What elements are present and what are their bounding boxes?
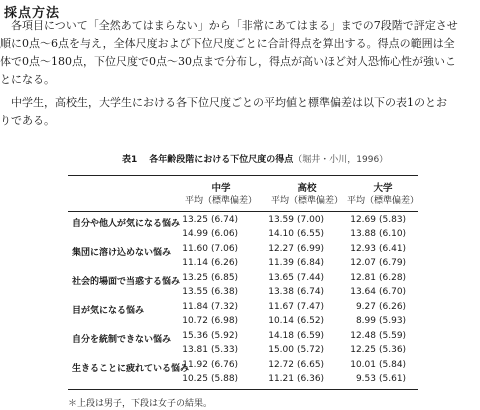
column-sub-label: 平均（標準偏差）: [270, 196, 343, 206]
table-cell-male: [178, 273, 247, 283]
table-cell-female: [264, 374, 333, 384]
sd-value: (6.70): [379, 287, 407, 297]
mean-value: 13.25: [182, 273, 208, 283]
sd-value: (6.84): [297, 258, 325, 268]
table-cell-female: [264, 258, 333, 268]
sd-value: (6.76): [211, 360, 239, 370]
mean-value: 9.27: [355, 302, 376, 312]
sd-value: (6.99): [297, 244, 325, 254]
sd-value: (6.06): [211, 229, 239, 239]
sd-value: (5.36): [379, 345, 407, 355]
mean-value: 9.53: [355, 374, 376, 384]
mean-value: 14.18: [268, 331, 294, 341]
sd-value: (7.32): [211, 302, 239, 312]
table-cell-female: [178, 258, 247, 268]
table-cell-female: [178, 374, 247, 384]
mean-value: 11.84: [182, 302, 208, 312]
mean-value: 11.67: [268, 302, 294, 312]
sd-value: (6.74): [297, 287, 325, 297]
table-cell-male: [346, 273, 415, 283]
table-cell-female: [178, 287, 247, 297]
sd-value: (6.38): [211, 287, 239, 297]
table-cell-male: [178, 360, 247, 370]
mean-value: 13.88: [350, 229, 376, 239]
mean-value: 14.99: [182, 229, 208, 239]
sd-value: (6.85): [211, 273, 239, 283]
mean-value: 13.64: [350, 287, 376, 297]
column-header-university: [338, 183, 428, 207]
sd-value: (7.47): [297, 302, 325, 312]
mean-value: 8.99: [355, 316, 376, 326]
mean-value: 13.38: [268, 287, 294, 297]
sd-value: (5.59): [379, 331, 407, 341]
mean-value: 11.21: [268, 374, 294, 384]
column-sub-label: 平均（標準偏差）: [184, 196, 257, 206]
sd-value: (5.84): [379, 360, 407, 370]
sd-value: (6.36): [297, 374, 325, 384]
table-cell-male: [346, 360, 415, 370]
column-group-label: 高校: [297, 183, 317, 194]
table-cell-male: [264, 331, 333, 341]
sd-value: (5.61): [379, 374, 407, 384]
mean-value: 12.25: [350, 345, 376, 355]
sd-value: (6.55): [297, 229, 325, 239]
mean-value: 15.36: [182, 331, 208, 341]
column-sub-label: 平均（標準偏差）: [346, 196, 419, 206]
sd-value: (7.06): [211, 244, 239, 254]
paragraph-line: とになる。: [0, 73, 55, 86]
mean-value: 13.25: [182, 215, 208, 225]
mean-value: 13.65: [268, 273, 294, 283]
mean-value: 12.69: [350, 215, 376, 225]
sd-value: (6.10): [379, 229, 407, 239]
mean-value: 11.60: [182, 244, 208, 254]
table-cell-female: [264, 287, 333, 297]
mean-value: 12.72: [268, 360, 294, 370]
table-cell-female: [264, 316, 333, 326]
table-cell-female: [346, 345, 415, 355]
mean-value: 13.81: [182, 345, 208, 355]
column-group-label: 大学: [373, 183, 393, 194]
table-cell-male: [346, 331, 415, 341]
sd-value: (6.59): [297, 331, 325, 341]
mean-value: 13.55: [182, 287, 208, 297]
sd-value: (6.74): [211, 215, 239, 225]
mean-value: 10.72: [182, 316, 208, 326]
paragraph-line: 中学生，高校生，大学生における各下位尺度ごとの平均値と標準偏差は以下の表1のとお: [0, 96, 447, 109]
sd-value: (6.79): [379, 258, 407, 268]
table-cell-male: [346, 244, 415, 254]
table-source: （堀井・小川，1996）: [293, 155, 389, 165]
mean-value: 14.10: [268, 229, 294, 239]
table-title: 各年齢段階における下位尺度の得点: [149, 155, 294, 165]
row-label: 集団に溶け込めない悩み: [72, 248, 172, 258]
table-cell-male: [264, 273, 333, 283]
mean-value: 15.00: [268, 345, 294, 355]
mean-value: 12.81: [350, 273, 376, 283]
mean-value: 12.48: [350, 331, 376, 341]
table-cell-male: [178, 244, 247, 254]
sd-value: (7.44): [297, 273, 325, 283]
table-note: ＊上段は男子，下段は女子の結果。: [68, 399, 213, 409]
mean-value: 12.27: [268, 244, 294, 254]
table-cell-male: [264, 244, 333, 254]
mean-value: 11.92: [182, 360, 208, 370]
sd-value: (6.41): [379, 244, 407, 254]
mean-value: 12.93: [350, 244, 376, 254]
sd-value: (6.52): [297, 316, 325, 326]
sd-value: (6.28): [379, 273, 407, 283]
section-heading: 採点方法: [4, 6, 61, 21]
table-cell-male: [264, 360, 333, 370]
mean-value: 10.14: [268, 316, 294, 326]
table-cell-female: [346, 258, 415, 268]
mean-value: 13.59: [268, 215, 294, 225]
sd-value: (5.83): [379, 215, 407, 225]
sd-value: (6.26): [211, 258, 239, 268]
row-label: 社会的場面で当惑する悩み: [72, 277, 181, 287]
table-cell-female: [264, 345, 333, 355]
sd-value: (5.72): [297, 345, 325, 355]
table-cell-male: [178, 302, 247, 312]
table-cell-male: [264, 215, 333, 225]
sd-value: (5.93): [379, 316, 407, 326]
table-cell-male: [346, 215, 415, 225]
sd-value: (5.33): [211, 345, 239, 355]
sd-value: (5.88): [211, 374, 239, 384]
table-cell-female: [346, 287, 415, 297]
table-rule-top: [68, 175, 418, 176]
column-header-junior-high: [176, 183, 266, 207]
sd-value: (5.92): [211, 331, 239, 341]
paragraph-line: 順に0点～6点を与え，全体尺度および下位尺度ごとに合計得点を算出する。得点の範囲は全: [0, 37, 455, 50]
table-cell-female: [178, 316, 247, 326]
sd-value: (6.26): [379, 302, 407, 312]
sd-value: (7.00): [297, 215, 325, 225]
row-label: 生きることに疲れている悩み: [72, 364, 190, 374]
paragraph-line: りである。: [0, 114, 55, 127]
table-rule-bottom: [68, 389, 418, 390]
paragraph-line: 体で0点～180点，下位尺度で0点～30点まで分布し，得点が高いほど対人恐怖心性が強いこ: [0, 55, 456, 68]
mean-value: 10.25: [182, 374, 208, 384]
row-label: 目が気になる悩み: [72, 306, 145, 316]
table-cell-female: [346, 229, 415, 239]
table-rule-header: [68, 211, 418, 212]
mean-value: 11.14: [182, 258, 208, 268]
table-cell-female: [346, 316, 415, 326]
table-cell-male: [178, 331, 247, 341]
table-cell-female: [264, 229, 333, 239]
mean-value: 12.07: [350, 258, 376, 268]
row-label: 自分や他人が気になる悩み: [72, 219, 181, 229]
sd-value: (6.98): [211, 316, 239, 326]
table-cell-female: [346, 374, 415, 384]
sd-value: (6.65): [297, 360, 325, 370]
mean-value: 10.01: [350, 360, 376, 370]
column-group-label: 中学: [211, 183, 231, 194]
table-cell-male: [264, 302, 333, 312]
table-caption: [122, 152, 388, 165]
table-cell-male: [178, 215, 247, 225]
table-cell-female: [178, 345, 247, 355]
row-label: 自分を統制できない悩み: [72, 335, 172, 345]
paragraph-line: 各項目について「全然あてはまらない」から「非常にあてはまる」までの7段階で評定させ: [0, 19, 458, 32]
table-number: 表1: [122, 155, 138, 165]
mean-value: 11.39: [268, 258, 294, 268]
table-cell-male: [346, 302, 415, 312]
table-cell-female: [178, 229, 247, 239]
